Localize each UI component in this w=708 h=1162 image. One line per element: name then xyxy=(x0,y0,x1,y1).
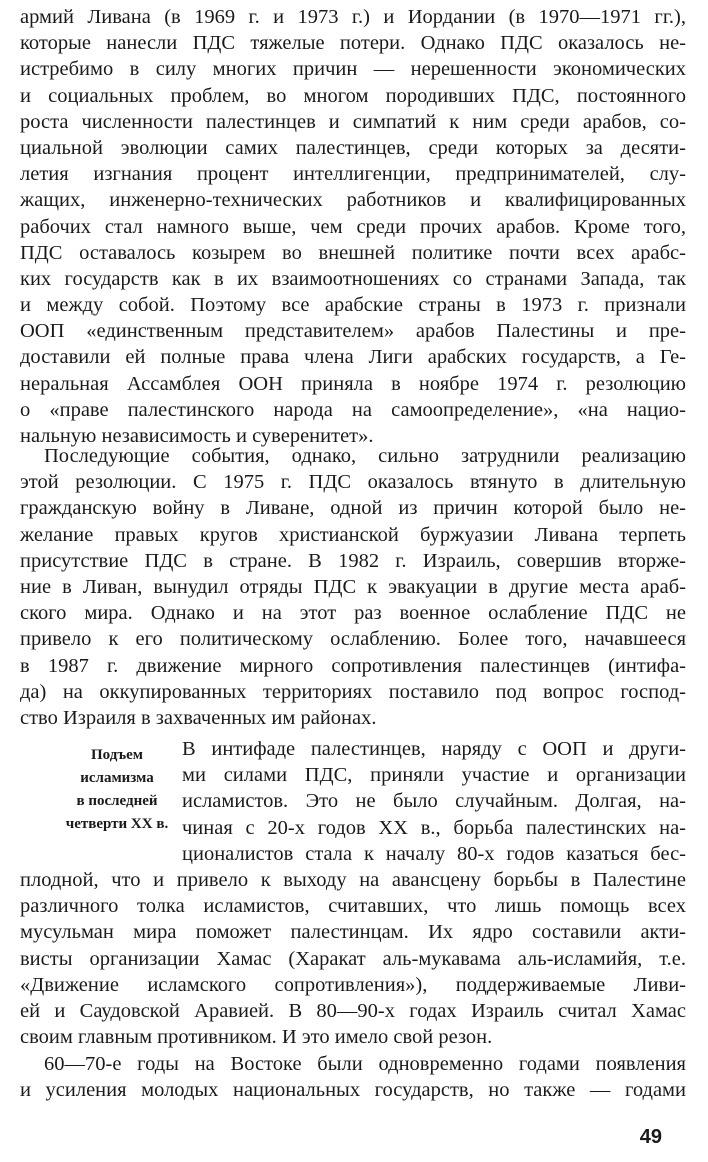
section-sidehead xyxy=(48,744,186,836)
text-line: висты организации Хамас (Харакат аль-мукавама аль-исламийя, т.е. xyxy=(20,947,686,970)
paragraph-3-continued xyxy=(20,867,686,1050)
text-line: ких государств как в их взаимоотношениях со странами Запада, так xyxy=(20,267,686,290)
paragraph-2 xyxy=(20,443,686,731)
text-line: ми силами ПДС, приняли участие и организации xyxy=(182,764,686,787)
text-line: этой резолюции. С 1975 г. ПДС оказалось втянуто в длительную xyxy=(20,471,686,494)
sidehead-line: исламизма xyxy=(80,770,154,786)
text-line: циальной эволюции самих палестинцев, среди которых за десяти- xyxy=(20,136,686,159)
text-line: чиная с 20-х годов XX в., борьба палестинских на- xyxy=(182,816,686,839)
text-line: доставили ей полные права члена Лиги арабских государств, а Ге- xyxy=(20,346,686,369)
text-line: армий Ливана (в 1969 г. и 1973 г.) и Иордании (в 1970—1971 гг.), xyxy=(20,6,686,28)
text-line: истребимо в силу многих причин — нерешенности экономических xyxy=(20,58,686,81)
paragraph-3-beside-sidehead xyxy=(182,736,686,867)
text-line: и социальных проблем, во многом породивших ПДС, постоянного xyxy=(20,84,686,107)
sidehead-line: в последней xyxy=(76,793,158,809)
text-line: да) на оккупированных территориях поставило под вопрос господ- xyxy=(20,680,686,703)
text-line: ние в Ливан, вынудил отряды ПДС к эвакуации в другие места араб- xyxy=(20,575,686,598)
text-line: роста численности палестинцев и симпатий к ним среди арабов, со- xyxy=(20,110,686,133)
text-line: «Движение исламского сопротивления»), поддерживаемые Ливи- xyxy=(20,973,686,996)
text-line: ского мира. Однако и на этот раз военное ослабление ПДС не xyxy=(20,602,686,625)
text-line: ей и Саудовской Аравией. В 80—90-х годах Израиль считал Хамас xyxy=(20,999,686,1022)
page-number: 49 xyxy=(639,1126,662,1148)
text-line: которые нанесли ПДС тяжелые потери. Однако ПДС оказалось не- xyxy=(20,32,686,55)
text-line: в 1987 г. движение мирного сопротивления палестинцев (интифа- xyxy=(20,654,686,677)
paragraph-4 xyxy=(20,1051,686,1103)
text-line: гражданскую войну в Ливане, одной из причин которой было не- xyxy=(20,497,686,520)
text-line: летия изгнания процент интеллигенции, предпринимателей, слу- xyxy=(20,163,686,186)
text-line: привело к его политическому ослаблению. Более того, начавшееся xyxy=(20,628,686,651)
text-line: ПДС оставалось козырем во внешней политике почти всех арабс- xyxy=(20,241,686,264)
text-line: различного толка исламистов, считавших, что лишь помощь всех xyxy=(20,895,686,918)
text-line: и усиления молодых национальных государств, но также — годами xyxy=(20,1079,686,1102)
text-line: ство Израиля в захваченных им районах. xyxy=(20,706,377,729)
text-line: Последующие события, однако, сильно затруднили реализацию xyxy=(44,445,686,467)
text-line: ционалистов стала к началу 80-х годов казаться бес- xyxy=(182,842,686,865)
text-line: нальную независимость и суверенитет». xyxy=(20,425,374,447)
text-line: и между собой. Поэтому все арабские страны в 1973 г. признали xyxy=(20,294,686,317)
text-line: В интифаде палестинцев, наряду с ООП и други- xyxy=(182,738,686,760)
text-line: 60—70-е годы на Востоке были одновременно годами появления xyxy=(44,1053,686,1075)
text-line: рабочих стал намного выше, чем среди прочих арабов. Кроме того, xyxy=(20,215,686,238)
sidehead-line: Подъем xyxy=(91,747,143,763)
text-line: мусульман мира поможет палестинцам. Их ядро составили акти- xyxy=(20,921,686,944)
text-line: исламистов. Это не было случайным. Долгая, на- xyxy=(182,790,686,813)
sidehead-line: четверти XX в. xyxy=(65,816,169,832)
text-line: желание правых кругов христианской буржуазии Ливана терпеть xyxy=(20,523,686,546)
text-line: неральная Ассамблея ООН приняла в ноябре 1974 г. резолюцию xyxy=(20,372,686,395)
text-line: о «праве палестинского народа на самоопределение», «на нацио- xyxy=(20,398,686,421)
book-page xyxy=(20,0,686,1162)
text-line: присутствие ПДС в стране. В 1982 г. Израиль, совершив вторже- xyxy=(20,549,686,572)
text-line: ООП «единственным представителем» арабов Палестины и пре- xyxy=(20,320,686,343)
paragraph-1 xyxy=(20,4,686,449)
text-line: своим главным противником. И это имело свой резон. xyxy=(20,1026,493,1049)
text-line: жащих, инженерно-технических работников и квалифицированных xyxy=(20,189,686,212)
text-line: плодной, что и привело к выходу на авансцену борьбы в Палестине xyxy=(20,869,686,891)
